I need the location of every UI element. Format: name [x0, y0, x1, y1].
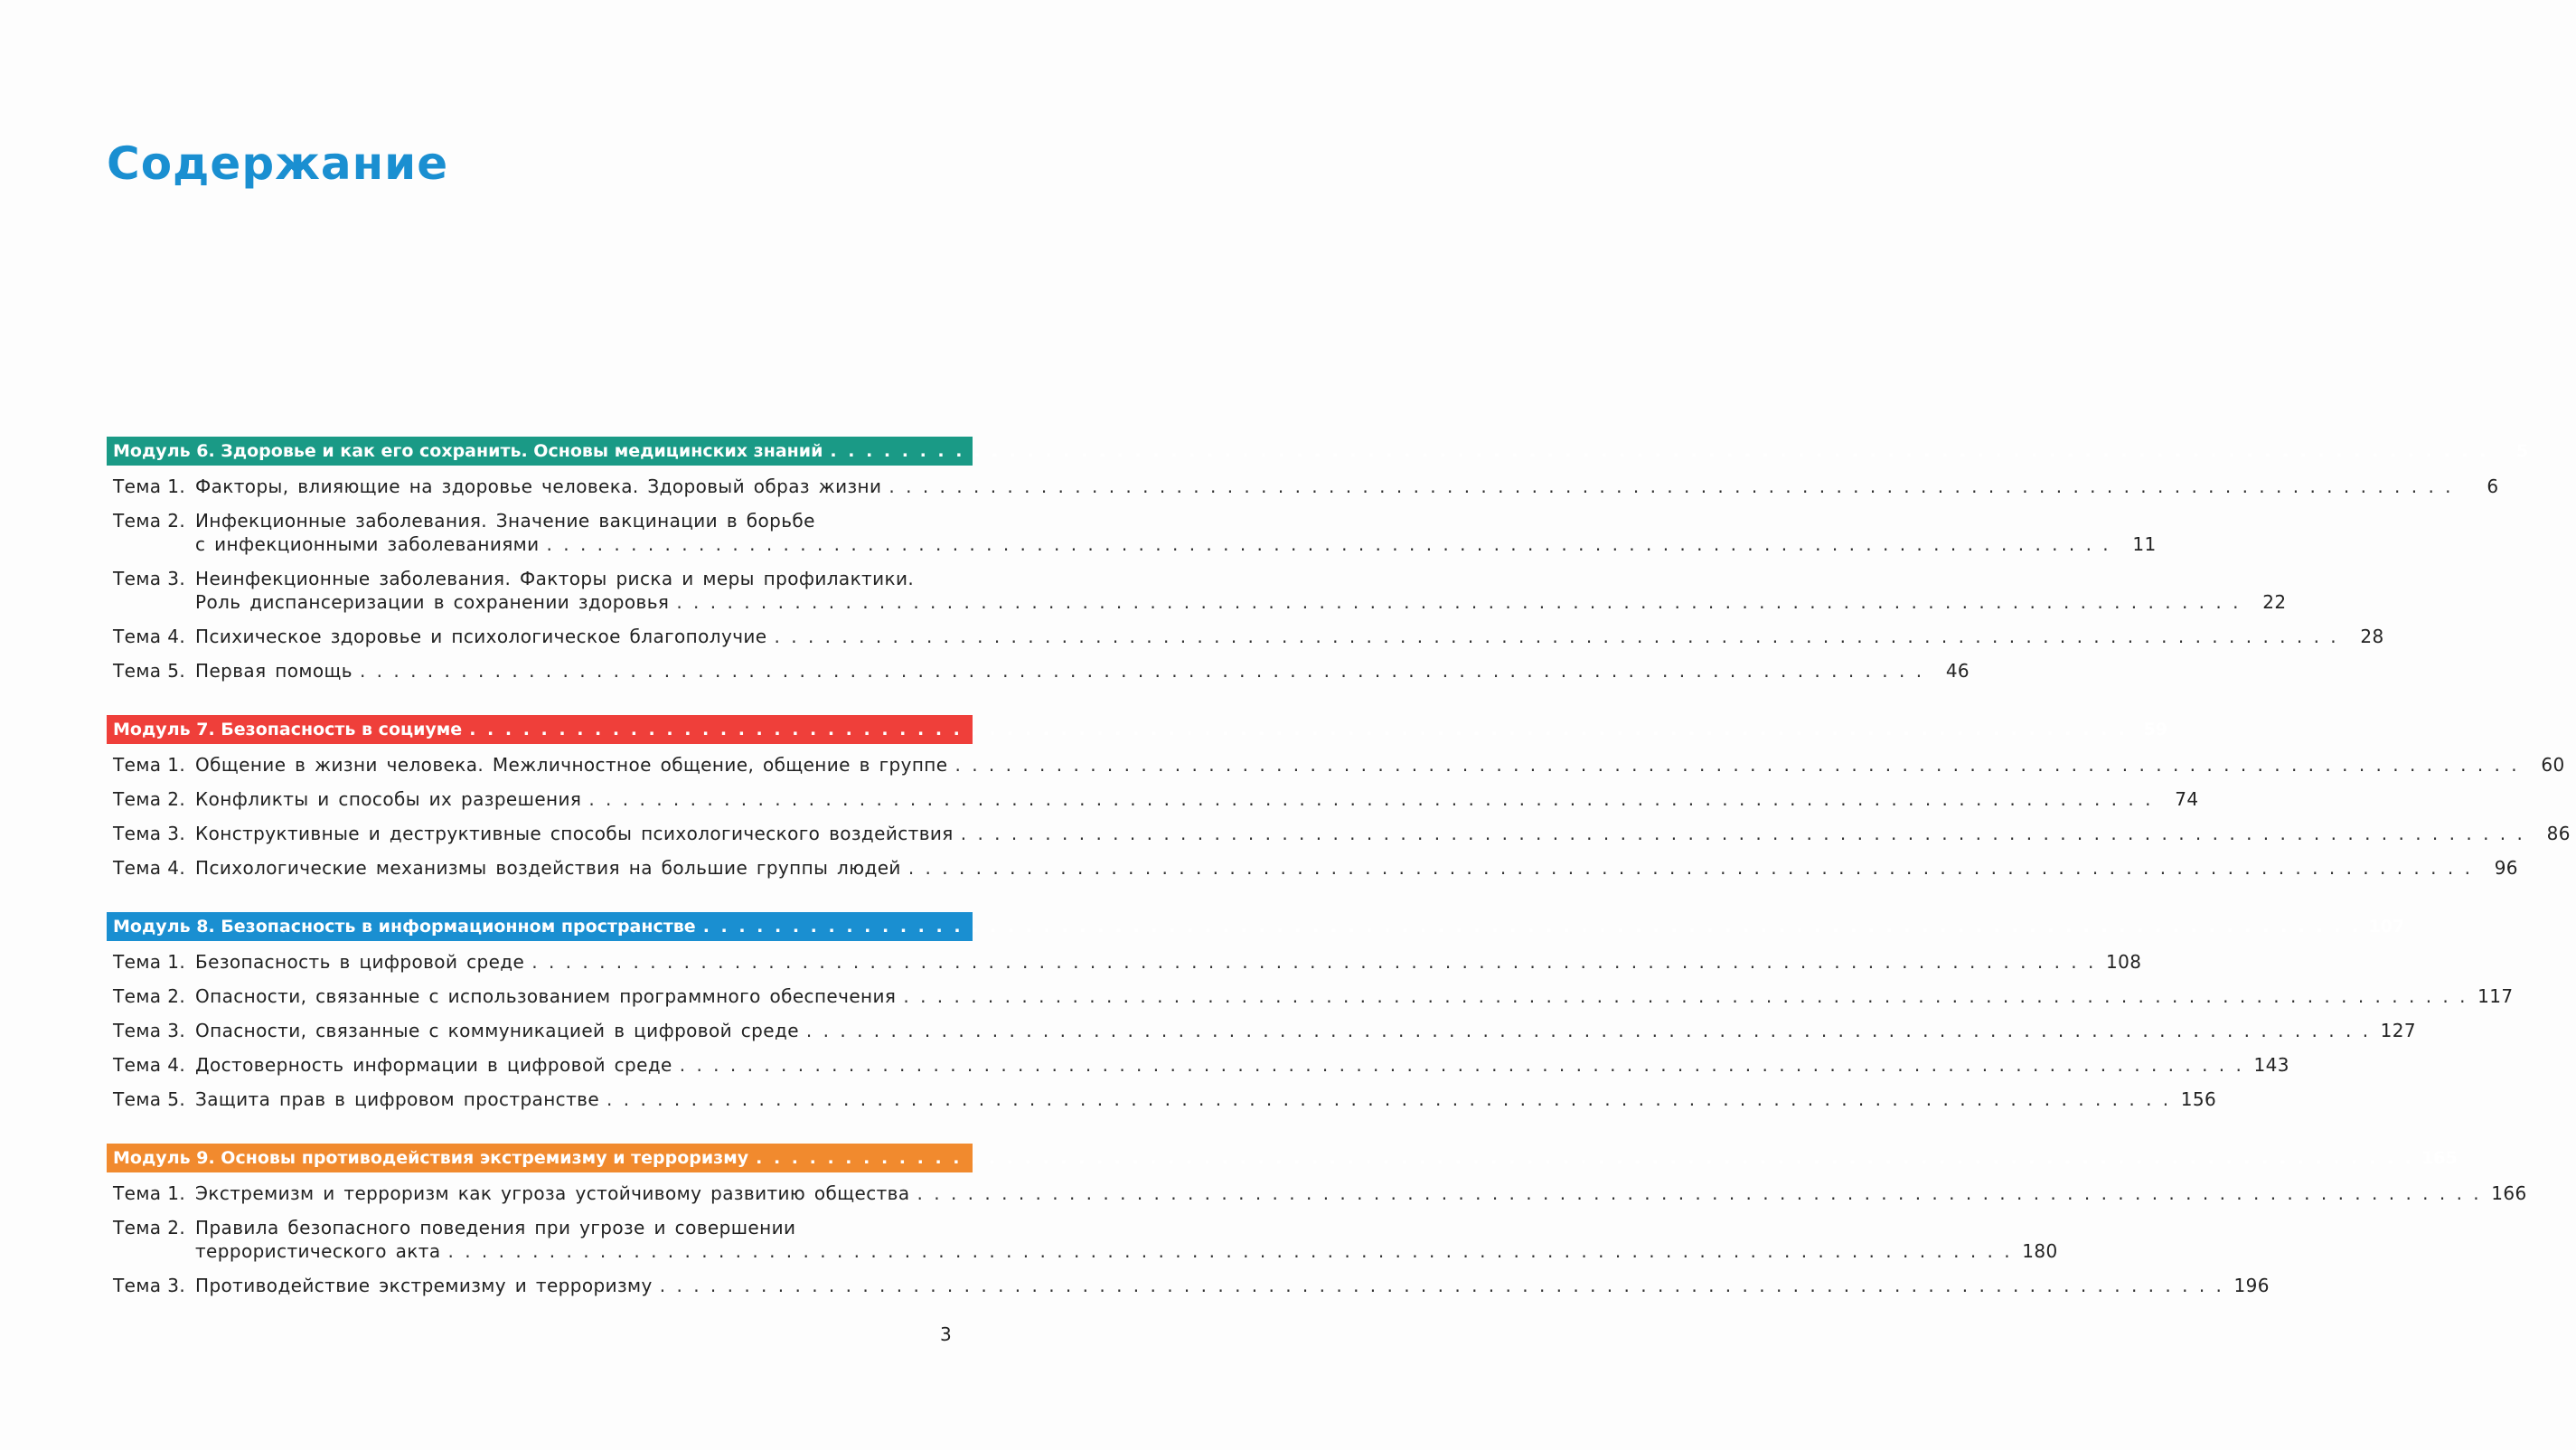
topic-line — [195, 984, 2518, 1008]
topic-title: Безопасность в цифровой среде — [195, 951, 525, 973]
module-page-number: 5 — [2515, 441, 2529, 461]
table-of-contents — [107, 437, 2571, 1308]
dot-leader: . . . . . . . . . . . . . . . . . . . . . . . . . . . . . . . . . . . . . . . . . . . . . . . . . . . . . . . . . . . . . . . . . . . . . . . . . . . . . . . . . . . . . . . . . . . . . — [702, 917, 2362, 937]
topic-body — [195, 1182, 2533, 1205]
dot-leader: . . . . . . . . . . . . . . . . . . . . . . . . . . . . . . . . . . . . . . . . . . . . . . . . . . . . . . . . . . . . . . . . . . . . . . . . . . . . . . . . . . . . . . . . . . . . . — [606, 1088, 2172, 1110]
topic-line — [195, 1239, 2064, 1263]
topic-body — [195, 659, 1975, 683]
topic-entry[interactable] — [107, 659, 1970, 683]
topic-entry[interactable] — [107, 787, 2199, 811]
module-title: Модуль 6. Здоровье и как его сохранить. Основы медицинских знаний — [113, 441, 823, 461]
dot-leader: . . . . . . . . . . . . . . . . . . . . . . . . . . . . . . . . . . . . . . . . . . . . . . . . . . . . . . . . . . . . . . . . . . . . . . . . . . . . . . . . . . . . . . . . . . . . . — [756, 1148, 2414, 1168]
topic-entry[interactable] — [107, 475, 2499, 498]
topic-page-number: 28 — [2360, 626, 2384, 647]
topic-page-number: 196 — [2233, 1275, 2270, 1296]
topic-title: с инфекционными заболеваниями — [195, 533, 540, 555]
topic-number: Тема 2. — [113, 510, 186, 532]
topic-title: Первая помощь — [195, 660, 353, 682]
topic-body — [195, 1216, 2064, 1263]
topic-title: Психическое здоровье и психологическое благополучие — [195, 626, 767, 647]
topic-line — [195, 1182, 2533, 1205]
topic-number: Тема 3. — [113, 1020, 186, 1041]
topic-title: Правила безопасного поведения при угрозе и совершении — [195, 1217, 796, 1238]
module-page-number: 59 — [2143, 720, 2168, 739]
dot-leader: . . . . . . . . . . . . . . . . . . . . . . . . . . . . . . . . . . . . . . . . . . . . . . . . . . . . . . . . . . . . . . . . . . . . . . . . . . . . . . . . . . . . . . . . . . . . . — [359, 660, 1925, 682]
dot-leader: . . . . . . . . . . . . . . . . . . . . . . . . . . . . . . . . . . . . . . . . . . . . . . . . . . . . . . . . . . . . . . . . . . . . . . . . . . . . . . . . . . . . . . . . . . . . . — [960, 823, 2525, 844]
dot-leader: . . . . . . . . . . . . . . . . . . . . . . . . . . . . . . . . . . . . . . . . . . . . . . . . . . . . . . . . . . . . . . . . . . . . . . . . . . . . . . . . . . . . . . . . . . . . . — [954, 754, 2520, 776]
topic-body — [195, 1019, 2421, 1042]
topic-entry[interactable] — [107, 950, 2142, 974]
topic-page-number: 86 — [2546, 823, 2571, 844]
topic-title: Факторы, влияющие на здоровье человека. Здоровый образ жизни — [195, 475, 882, 497]
topic-line — [195, 1053, 2295, 1077]
dot-leader: . . . . . . . . . . . . . . . . . . . . . . . . . . . . . . . . . . . . . . . . . . . . . . . . . . . . . . . . . . . . . . . . . . . . . . . . . . . . . . . . . . . . . . . . . . . . . — [888, 475, 2454, 497]
topic-entry[interactable] — [107, 822, 2571, 845]
topic-entry[interactable] — [107, 984, 2514, 1008]
dot-leader: . . . . . . . . . . . . . . . . . . . . . . . . . . . . . . . . . . . . . . . . . . . . . . . . . . . . . . . . . . . . . . . . . . . . . . . . . . . . . . . . . . . . . . . . . . . . . — [531, 951, 2097, 973]
topic-body — [195, 787, 2204, 811]
topic-line — [195, 1088, 2222, 1111]
topic-entry[interactable] — [107, 1216, 2058, 1263]
topic-number: Тема 4. — [113, 626, 186, 647]
topic-title: Роль диспансеризации в сохранении здоровья — [195, 591, 670, 613]
topic-page-number: 117 — [2477, 985, 2514, 1007]
topic-page-number: 60 — [2541, 754, 2565, 776]
topic-page-number: 46 — [1945, 660, 1970, 682]
topic-body — [195, 625, 2390, 648]
module-spacer — [107, 1122, 973, 1144]
topic-line — [195, 822, 2576, 845]
topic-number: Тема 1. — [113, 475, 186, 497]
dot-leader: . . . . . . . . . . . . . . . . . . . . . . . . . . . . . . . . . . . . . . . . . . . . . . . . . . . . . . . . . . . . . . . . . . . . . . . . . . . . . . . . . . . . . . . . . . . . . — [659, 1275, 2224, 1296]
topic-line — [195, 753, 2571, 777]
dot-leader: . . . . . . . . . . . . . . . . . . . . . . . . . . . . . . . . . . . . . . . . . . . . . . . . . . . . . . . . . . . . . . . . . . . . . . . . . . . . . . . . . . . . . . . . . . . . . — [588, 788, 2154, 810]
topic-body — [195, 950, 2147, 974]
topic-line — [195, 590, 2291, 614]
topic-page-number: 180 — [2022, 1240, 2058, 1262]
topic-line — [195, 567, 2291, 590]
topic-body — [195, 1053, 2295, 1077]
topic-page-number: 22 — [2262, 591, 2287, 613]
dot-leader: . . . . . . . . . . . . . . . . . . . . . . . . . . . . . . . . . . . . . . . . . . . . . . . . . . . . . . . . . . . . . . . . . . . . . . . . . . . . . . . . . . . . . . . . . . . . . — [676, 591, 2242, 613]
topic-list — [107, 1172, 2527, 1297]
topic-number: Тема 5. — [113, 660, 186, 682]
module-page-number: 107 — [2368, 917, 2405, 937]
topic-title: Конструктивные и деструктивные способы психологического воздействия — [195, 823, 954, 844]
topic-entry[interactable] — [107, 1019, 2417, 1042]
dot-leader: . . . . . . . . . . . . . . . . . . . . . . . . . . . . . . . . . . . . . . . . . . . . . . . . . . . . . . . . . . . . . . . . . . . . . . . . . . . . . . . . . . . . . . . . . . . . . — [805, 1020, 2372, 1041]
dot-leader: . . . . . . . . . . . . . . . . . . . . . . . . . . . . . . . . . . . . . . . . . . . . . . . . . . . . . . . . . . . . . . . . . . . . . . . . . . . . . . . . . . . . . . . . . . . . . — [447, 1240, 2013, 1262]
module-title: Модуль 7. Безопасность в социуме — [113, 720, 463, 739]
topic-page-number: 143 — [2253, 1054, 2289, 1076]
topic-number: Тема 1. — [113, 754, 186, 776]
topic-number: Тема 4. — [113, 857, 186, 879]
topic-entry[interactable] — [107, 1053, 2289, 1077]
dot-leader: . . . . . . . . . . . . . . . . . . . . . . . . . . . . . . . . . . . . . . . . . . . . . . . . . . . . . . . . . . . . . . . . . . . . . . . . . . . . . . . . . . . . . . . . . . . . . — [469, 720, 2129, 739]
topic-list — [107, 941, 2514, 1111]
topic-body — [195, 567, 2291, 614]
topic-body — [195, 984, 2518, 1008]
dot-leader: . . . . . . . . . . . . . . . . . . . . . . . . . . . . . . . . . . . . . . . . . . . . . . . . . . . . . . . . . . . . . . . . . . . . . . . . . . . . . . . . . . . . . . . . . . . . . — [903, 985, 2468, 1007]
module-page-number: 165 — [2421, 1148, 2458, 1168]
dot-leader: . . . . . . . . . . . . . . . . . . . . . . . . . . . . . . . . . . . . . . . . . . . . . . . . . . . . . . . . . . . . . . . . . . . . . . . . . . . . . . . . . . . . . . . . . . . . . — [774, 626, 2339, 647]
page-title: Содержание — [107, 137, 449, 190]
topic-title: Опасности, связанные с коммуникацией в цифровой среде — [195, 1020, 799, 1041]
topic-body — [195, 509, 2162, 556]
topic-entry[interactable] — [107, 567, 2287, 614]
dot-leader: . . . . . . . . . . . . . . . . . . . . . . . . . . . . . . . . . . . . . . . . . . . . . . . . . . . . . . . . . . . . . . . . . . . . . . . . . . . . . . . . . . . . . . . . . . . . . — [917, 1182, 2482, 1204]
topic-body — [195, 475, 2505, 498]
topic-title: Общение в жизни человека. Межличностное общение, общение в группе — [195, 754, 948, 776]
dot-leader: . . . . . . . . . . . . . . . . . . . . . . . . . . . . . . . . . . . . . . . . . . . . . . . . . . . . . . . . . . . . . . . . . . . . . . . . . . . . . . . . . . . . . . . . . . . . . — [546, 533, 2111, 555]
topic-body — [195, 822, 2576, 845]
topic-body — [195, 1088, 2222, 1111]
topic-line — [195, 509, 2162, 532]
topic-page-number: 166 — [2491, 1182, 2527, 1204]
topic-number: Тема 3. — [113, 1275, 186, 1296]
topic-line — [195, 1274, 2275, 1297]
topic-number: Тема 5. — [113, 1088, 186, 1110]
topic-list — [107, 466, 2499, 683]
topic-line — [195, 787, 2204, 811]
module-spacer — [107, 890, 973, 912]
module-heading[interactable] — [107, 1144, 2458, 1172]
topic-page-number: 127 — [2380, 1020, 2417, 1041]
dot-leader: . . . . . . . . . . . . . . . . . . . . . . . . . . . . . . . . . . . . . . . . . . . . . . . . . . . . . . . . . . . . . . . . . . . . . . . . . . . . . . . . . . . . . . . . . . . . . — [679, 1054, 2244, 1076]
topic-line — [195, 950, 2147, 974]
module-title: Модуль 9. Основы противодействия экстремизму и терроризму — [113, 1148, 749, 1168]
topic-body — [195, 753, 2571, 777]
topic-entry[interactable] — [107, 753, 2565, 777]
topic-title: террористического акта — [195, 1240, 441, 1262]
topic-entry[interactable] — [107, 1182, 2527, 1205]
topic-number: Тема 1. — [113, 951, 186, 973]
topic-page-number: 96 — [2494, 857, 2518, 879]
topic-number: Тема 2. — [113, 788, 186, 810]
topic-title: Неинфекционные заболевания. Факторы риска и меры профилактики. — [195, 568, 915, 589]
topic-page-number: 74 — [2175, 788, 2199, 810]
dot-leader: . . . . . . . . . . . . . . . . . . . . . . . . . . . . . . . . . . . . . . . . . . . . . . . . . . . . . . . . . . . . . . . . . . . . . . . . . . . . . . . . . . . . . . . . . . . . . — [830, 441, 2489, 461]
topic-entry[interactable] — [107, 509, 2157, 556]
topic-entry[interactable] — [107, 856, 2518, 880]
topic-title: Конфликты и способы их разрешения — [195, 788, 582, 810]
topic-page-number: 11 — [2132, 533, 2157, 555]
topic-line — [195, 1216, 2064, 1239]
topic-list — [107, 744, 2571, 880]
topic-line — [195, 475, 2505, 498]
topic-line — [195, 856, 2524, 880]
module-heading[interactable] — [107, 715, 2168, 744]
module-heading[interactable] — [107, 437, 2529, 466]
topic-page-number: 156 — [2180, 1088, 2217, 1110]
topic-line — [195, 625, 2390, 648]
topic-line — [195, 532, 2162, 556]
topic-line — [195, 1019, 2421, 1042]
topic-body — [195, 856, 2524, 880]
topic-number: Тема 4. — [113, 1054, 186, 1076]
topic-title: Экстремизм и терроризм как угроза устойчивому развитию общества — [195, 1182, 910, 1204]
topic-body — [195, 1274, 2275, 1297]
topic-entry[interactable] — [107, 1274, 2270, 1297]
topic-title: Психологические механизмы воздействия на большие группы людей — [195, 857, 901, 879]
module-spacer — [107, 693, 973, 715]
topic-number: Тема 2. — [113, 1217, 186, 1238]
topic-title: Защита прав в цифровом пространстве — [195, 1088, 600, 1110]
module-title: Модуль 8. Безопасность в информационном пространстве — [113, 917, 696, 937]
dot-leader: . . . . . . . . . . . . . . . . . . . . . . . . . . . . . . . . . . . . . . . . . . . . . . . . . . . . . . . . . . . . . . . . . . . . . . . . . . . . . . . . . . . . . . . . . . . . . — [907, 857, 2473, 879]
topic-entry[interactable] — [107, 625, 2384, 648]
topic-title: Опасности, связанные с использованием программного обеспечения — [195, 985, 897, 1007]
page-number: 3 — [940, 1323, 952, 1345]
topic-title: Достоверность информации в цифровой среде — [195, 1054, 672, 1076]
topic-title: Инфекционные заболевания. Значение вакцинации в борьбе — [195, 510, 815, 532]
topic-number: Тема 3. — [113, 823, 186, 844]
topic-number: Тема 1. — [113, 1182, 186, 1204]
topic-entry[interactable] — [107, 1088, 2217, 1111]
topic-title: Противодействие экстремизму и терроризму — [195, 1275, 653, 1296]
topic-line — [195, 659, 1975, 683]
module-heading[interactable] — [107, 912, 2405, 941]
topic-page-number: 108 — [2105, 951, 2142, 973]
topic-page-number: 6 — [2487, 475, 2499, 497]
topic-number: Тема 2. — [113, 985, 186, 1007]
topic-number: Тема 3. — [113, 568, 186, 589]
